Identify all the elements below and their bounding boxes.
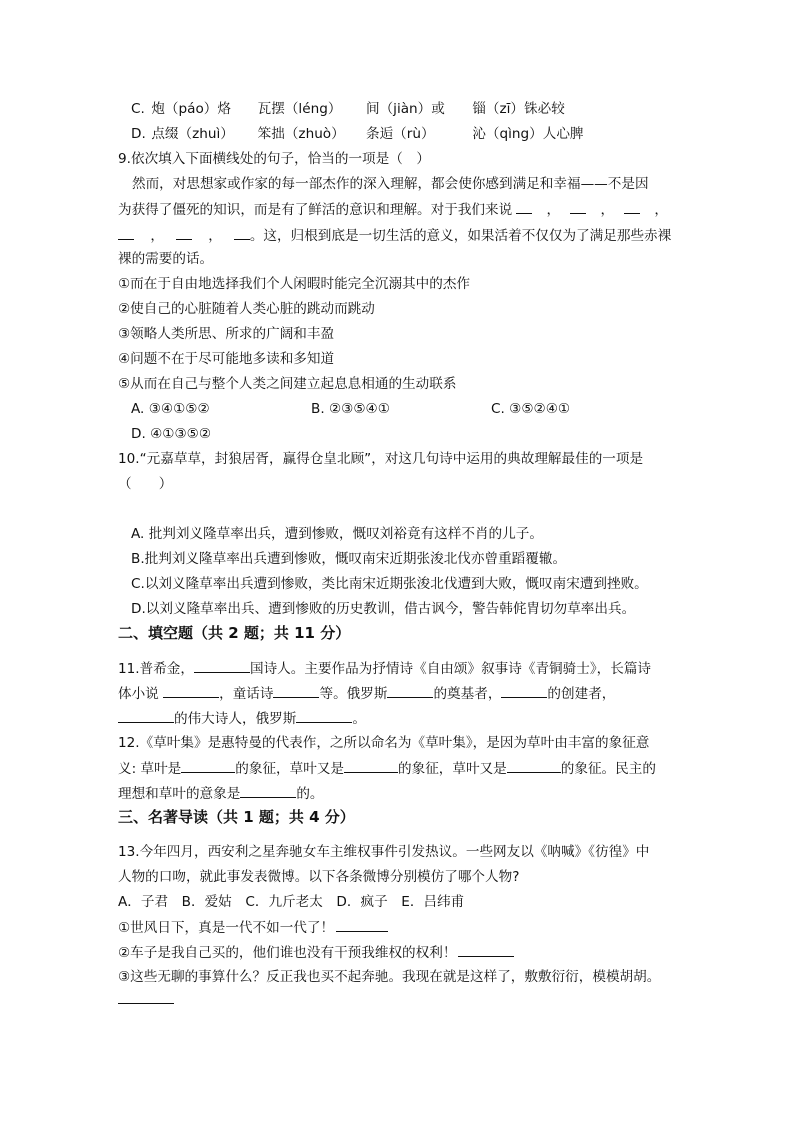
q9-option-d[interactable]: D. ④①③⑤② bbox=[131, 426, 212, 442]
q9-item: ①而在于自由地选择我们个人闲暇时能完全沉溺其中的杰作 bbox=[118, 276, 471, 292]
q11-line: 的伟大诗人，俄罗斯 。 bbox=[118, 709, 366, 728]
option-word: 炮（páo）烙 bbox=[151, 101, 231, 117]
q10-stem: 10.“元嘉草草，封狼居胥，赢得仓皇北顾”，对这几句诗中运用的典故理解最佳的一项是 bbox=[118, 451, 644, 467]
option-word: 条逅（rù） bbox=[365, 126, 435, 142]
answer-blank[interactable] bbox=[234, 226, 250, 240]
q9-option-b[interactable]: B. ②③⑤④① bbox=[311, 401, 390, 417]
answer-blank[interactable] bbox=[387, 684, 433, 698]
q10-answer-paren: （ ） bbox=[118, 476, 173, 492]
q13-statement: ③这些无聊的事算什么？反正我也买不起奔驰。我现在就是这样了，敷敷衍衍，模模胡胡。 bbox=[118, 969, 661, 985]
option-word: 间（jiàn）或 bbox=[365, 101, 445, 117]
option-word: 点缀（zhuì） bbox=[151, 126, 234, 142]
answer-blank[interactable] bbox=[296, 709, 352, 723]
answer-blank[interactable] bbox=[181, 759, 235, 773]
option-letter: D. bbox=[131, 126, 146, 142]
q9-item: ④问题不在于尽可能地多读和多知道 bbox=[118, 351, 335, 367]
answer-blank[interactable] bbox=[194, 659, 250, 673]
q12-line: 义: 草叶是 的象征，草叶又是 的象征，草叶又是 的象征。民主的 bbox=[118, 761, 656, 777]
q10-option-b[interactable]: B.批判刘义隆草率出兵遭到惨败，慨叹南宋近期张浚北伐亦曾重蹈覆辙。 bbox=[131, 551, 567, 567]
answer-blank[interactable] bbox=[507, 759, 561, 773]
option-word: 沁（qìng）人心脾 bbox=[472, 126, 584, 142]
q9-option-c[interactable]: C. ③⑤②④① bbox=[491, 401, 571, 417]
q12-line: 理想和草叶的意象是 的。 bbox=[118, 786, 324, 802]
q9-stem: 9.依次填入下面横线处的句子，恰当的一项是（ ） bbox=[118, 151, 431, 167]
section-heading-reading: 三、名著导读（共 1 题；共 4 分） bbox=[118, 808, 355, 826]
answer-blank[interactable] bbox=[501, 684, 547, 698]
option-word: 笨拙（zhuò） bbox=[257, 126, 345, 142]
q11-line: 体小说 ，童话诗 等。俄罗斯 的奠基者， 的创建者， bbox=[118, 686, 616, 702]
q10-option-c[interactable]: C.以刘义隆草率出兵遭到惨败，类比南宋近期张浚北伐遭到大败，慨叹南宋遭到挫败。 bbox=[131, 576, 648, 592]
q10-option-a[interactable]: A. 批判刘义隆草率出兵，遭到惨败，慨叹刘裕竟有这样不肖的儿子。 bbox=[131, 526, 543, 542]
q13-line: 人物的口吻，就此事发表微博。以下各条微博分别模仿了哪个人物? bbox=[118, 869, 520, 885]
answer-blank[interactable] bbox=[516, 200, 532, 214]
q9-option-a[interactable]: A. ③④①⑤② bbox=[131, 401, 210, 417]
q13-line: 13.今年四月，西安利之星奔驰女车主维权事件引发热议。一些网友以《呐喊》《彷徨》中 bbox=[118, 844, 650, 860]
answer-blank[interactable] bbox=[336, 918, 388, 932]
answer-blank[interactable] bbox=[118, 226, 134, 240]
answer-blank[interactable] bbox=[624, 200, 640, 214]
answer-blank[interactable] bbox=[118, 990, 174, 1004]
answer-blank[interactable] bbox=[240, 784, 296, 798]
q9-item: ③领略人类所思、所求的广阔和丰盈 bbox=[118, 326, 335, 342]
q9-paragraph-line: 为获得了僵死的知识，而是有了鲜活的意识和理解。对于我们来说 ， ， ， bbox=[118, 202, 668, 218]
answer-blank[interactable] bbox=[344, 759, 398, 773]
q12-line: 12.《草叶集》是惠特曼的代表作，之所以命名为《草叶集》，是因为草叶由丰富的象征意 bbox=[118, 735, 650, 751]
q9-paragraph-line: 然而，对思想家或作家的每一部杰作的深入理解，都会使你感到满足和幸福——不是因 bbox=[132, 176, 649, 192]
answer-blank[interactable] bbox=[273, 684, 319, 698]
q8-option-d bbox=[131, 125, 584, 143]
answer-blank[interactable] bbox=[118, 709, 174, 723]
answer-blank[interactable] bbox=[163, 684, 219, 698]
q9-item: ②使自己的心脏随着人类心脏的跳动而跳动 bbox=[118, 301, 375, 317]
q9-paragraph-line: ， ， 。这，归根到底是一切生活的意义，如果活着不仅仅为了满足那些赤裸 bbox=[118, 226, 671, 245]
option-letter: C. bbox=[131, 101, 145, 117]
q11-line: 11.普希金， 国诗人。主要作品为抒情诗《自由颂》叙事诗《青铜骑士》，长篇诗 bbox=[118, 661, 652, 677]
q10-option-d[interactable]: D.以刘义隆草率出兵、遭到惨败的历史教训，借古讽今，警告韩侂胄切勿草率出兵。 bbox=[131, 601, 636, 617]
q13-statement: ②车子是我自己买的，他们谁也没有干预我维权的权利！ bbox=[118, 943, 514, 962]
option-word: 锱（zī）铢必较 bbox=[472, 101, 565, 117]
q9-paragraph-line: 裸的需要的话。 bbox=[118, 251, 214, 267]
section-heading-fill-in: 二、填空题（共 2 题；共 11 分） bbox=[118, 624, 351, 642]
q13-statement-blank bbox=[118, 990, 174, 1009]
answer-blank[interactable] bbox=[176, 226, 192, 240]
q13-choices: A．子君 B．爱姑 C．九斤老太 D．疯子 E．吕纬甫 bbox=[118, 894, 465, 910]
option-word: 瓦摆（léng） bbox=[257, 101, 342, 117]
q13-statement: ①世风日下，真是一代不如一代了！ bbox=[118, 918, 388, 937]
q9-item: ⑤从而在自己与整个人类之间建立起息息相通的生动联系 bbox=[118, 376, 457, 392]
answer-blank[interactable] bbox=[458, 943, 514, 957]
answer-blank[interactable] bbox=[570, 200, 586, 214]
q8-option-c bbox=[131, 100, 565, 118]
